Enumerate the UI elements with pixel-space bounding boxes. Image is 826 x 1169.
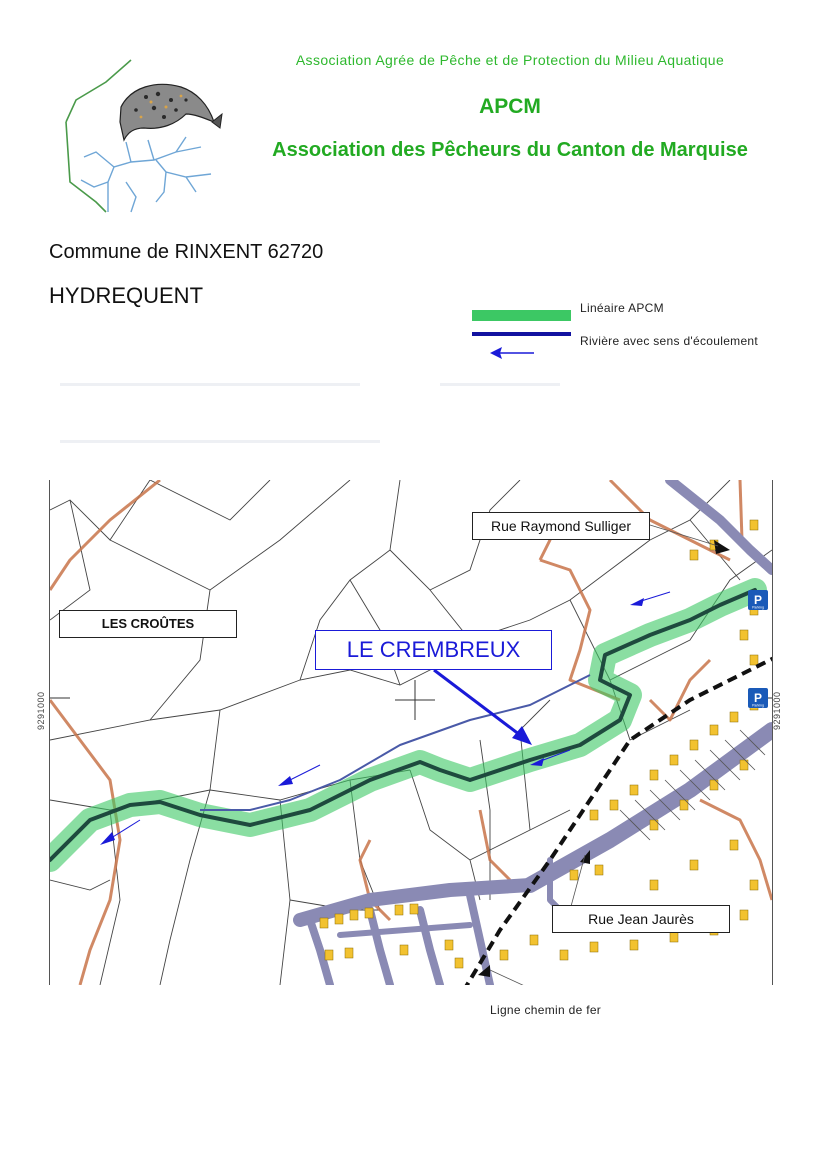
parking-icon xyxy=(748,688,768,708)
legend-river-label: Rivière avec sens d'écoulement xyxy=(580,334,759,348)
label-le-crembreux: LE CREMBREUX xyxy=(315,630,552,670)
flow-arrow-icon xyxy=(488,344,536,362)
parking-sign-text: P xyxy=(753,691,763,705)
place-title: HYDREQUENT xyxy=(49,283,204,308)
label-ligne-chemin-de-fer: Ligne chemin de fer xyxy=(490,1003,602,1017)
coordinate-right: 9291000 xyxy=(772,691,782,730)
parking-icon xyxy=(748,590,768,610)
label-rue-jean-jaures: Rue Jean Jaurès xyxy=(552,905,730,933)
scan-artifact xyxy=(60,383,360,386)
parking-sign-caption: Parking xyxy=(752,703,764,708)
parking-sign-text: P xyxy=(753,593,763,607)
scan-artifact xyxy=(60,440,380,443)
legend-river-swatch xyxy=(472,332,571,336)
parking-sign-caption: Parking xyxy=(752,605,764,610)
label-les-croutes: LES CROÛTES xyxy=(59,610,237,638)
apcm-logo xyxy=(36,52,226,217)
association-acronym: APCM xyxy=(479,95,541,118)
legend-apcm-swatch xyxy=(472,310,571,321)
label-rue-raymond-sulliger: Rue Raymond Sulliger xyxy=(472,512,650,540)
commune-title: Commune de RINXENT 62720 xyxy=(49,241,324,263)
scan-artifact xyxy=(440,383,560,386)
legend-apcm-label: Linéaire APCM xyxy=(580,301,664,315)
association-full-name: Association Agrée de Pêche et de Protection du Milieu Aquatique xyxy=(295,52,725,68)
coordinate-left: 9291000 xyxy=(36,691,46,730)
association-canton-name: Association des Pêcheurs du Canton de Marquise xyxy=(272,139,748,161)
